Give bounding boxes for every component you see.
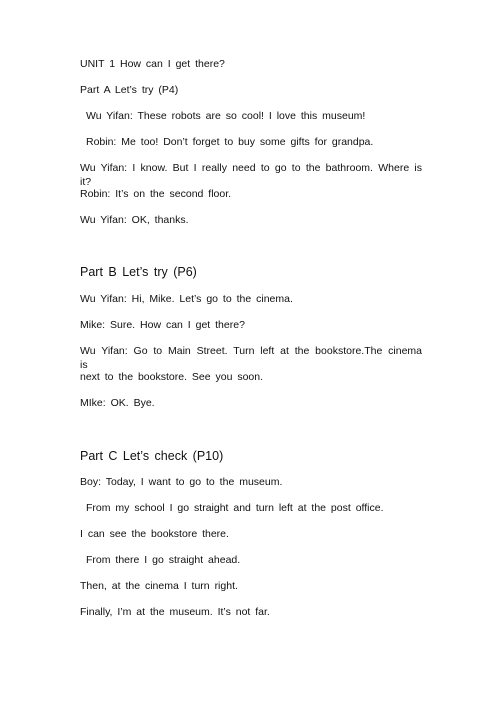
part-a-line: Robin: It’s on the second floor. <box>80 188 232 200</box>
part-b-line: MIke: OK. Bye. <box>80 397 155 409</box>
part-b-line: Mike: Sure. How can I get there? <box>80 319 245 331</box>
part-c-heading: Part C Let’s check (P10) <box>80 449 224 463</box>
part-a-line: Wu Yifan: I know. But I really need to go to the bathroom. Where is it? <box>80 162 422 188</box>
part-b-line: Wu Yifan: Hi, Mike. Let’s go to the cinema. <box>80 293 293 305</box>
part-b-line: Wu Yifan: Go to Main Street. Turn left at the bookstore.The cinema is <box>80 345 422 371</box>
part-b-heading: Part B Let’s try (P6) <box>80 265 197 279</box>
part-b-line: next to the bookstore. See you soon. <box>80 371 264 383</box>
part-a-line: Robin: Me too! Don’t forget to buy some gifts for grandpa. <box>86 136 374 148</box>
part-c-line: Boy: Today, I want to go to the museum. <box>80 476 283 488</box>
unit-title: UNIT 1 How can I get there? <box>80 58 225 70</box>
part-c-line: I can see the bookstore there. <box>80 528 229 540</box>
part-c-line: From there I go straight ahead. <box>86 554 241 566</box>
part-a-heading: Part A Let’s try (P4) <box>80 84 179 96</box>
part-c-line: From my school I go straight and turn left at the post office. <box>86 502 384 514</box>
part-c-line: Finally, I’m at the museum. It’s not far. <box>80 606 270 618</box>
part-c-line: Then, at the cinema I turn right. <box>80 580 238 592</box>
part-a-line: Wu Yifan: These robots are so cool! I love this museum! <box>86 110 366 122</box>
part-a-line: Wu Yifan: OK, thanks. <box>80 214 189 226</box>
